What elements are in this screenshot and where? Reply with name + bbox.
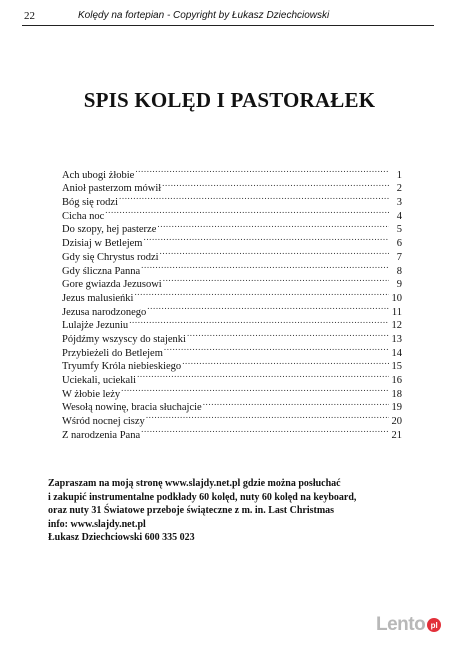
watermark-logo (376, 613, 441, 637)
toc-leader (137, 369, 389, 383)
toc-page-number: 14 (391, 347, 402, 359)
toc-page-number: 1 (396, 169, 402, 181)
page-header (0, 0, 459, 30)
toc-leader (121, 383, 389, 397)
toc-label: Jezus malusieńki (62, 292, 134, 304)
toc-leader (135, 164, 389, 178)
toc-page-number: 16 (391, 375, 402, 386)
header-divider (22, 25, 434, 26)
footer-line-2: i zakupić instrumentalne podkłady 60 kolęd, nuty 60 kolęd na keyboard, (48, 491, 357, 503)
toc-label: Do szopy, hej pasterze (62, 224, 157, 236)
toc-label: Ach ubogi żłobie (62, 169, 135, 181)
running-head: Kolędy na fortepian - Copyright by Łukasz Dziechciowski (78, 10, 330, 21)
toc-leader (182, 356, 389, 370)
toc-label: Gdy się Chrystus rodzi (62, 251, 159, 263)
toc-page-number: 4 (396, 210, 402, 222)
toc-leader (141, 424, 389, 438)
toc-leader (129, 315, 389, 329)
toc-label: Jezusa narodzonego (62, 306, 147, 318)
toc-label: Wśród nocnej ciszy (62, 416, 145, 428)
toc-label: Cicha noc (62, 210, 105, 222)
toc-row (62, 219, 402, 236)
toc-label: Uciekali, uciekali (62, 375, 137, 386)
toc-label: W żłobie leży (62, 388, 121, 400)
toc-leader (119, 191, 389, 205)
footer-note (48, 477, 418, 545)
toc-label: Przybieżeli do Betlejem (62, 347, 163, 359)
toc-label: Anioł pasterzom mówił (62, 183, 162, 195)
footer-line-1: Zapraszam na moją stronę www.slajdy.net.pl gdzie można posłuchać (48, 478, 341, 489)
watermark-badge: pl (427, 618, 441, 632)
toc-leader (164, 342, 389, 356)
toc-page-number: 20 (391, 416, 402, 428)
toc-page-number: 11 (391, 306, 402, 318)
toc-label: Dzisiaj w Betlejem (62, 238, 143, 250)
toc-page-number: 13 (391, 333, 402, 345)
toc-leader (163, 274, 389, 288)
toc-leader (187, 328, 389, 342)
toc-label: Z narodzenia Pana (62, 429, 141, 441)
toc-leader (147, 301, 389, 315)
toc-page-number: 2 (396, 183, 402, 195)
toc-page-number: 8 (396, 265, 402, 277)
watermark-text: Lento (376, 614, 426, 635)
toc-label: Gore gwiazda Jezusowi (62, 279, 162, 291)
toc-label: Bóg się rodzi (62, 197, 118, 209)
toc-row (62, 205, 402, 222)
toc-page-number: 3 (396, 197, 402, 209)
toc-leader (143, 232, 389, 246)
toc-page-number: 10 (391, 292, 402, 304)
footer-line-5: Łukasz Dziechciowski 600 335 023 (48, 532, 195, 544)
toc-page-number: 7 (396, 251, 402, 263)
table-of-contents (62, 164, 402, 441)
page-number: 22 (24, 10, 35, 22)
toc-page-number: 21 (391, 429, 402, 441)
toc-leader (141, 260, 389, 274)
toc-page-number: 5 (396, 224, 402, 236)
toc-label: Pójdźmy wszyscy do stajenki (62, 333, 186, 345)
toc-leader (134, 287, 389, 301)
toc-page-number: 6 (396, 238, 402, 250)
toc-label: Gdy śliczna Panna (62, 265, 141, 277)
page-title: SPIS KOLĘD I PASTORAŁEK (83, 88, 376, 112)
toc-page-number: 15 (391, 361, 402, 373)
footer-line-3: oraz nuty 31 Światowe przeboje świąteczne z m. in. Last Christmas (48, 505, 335, 517)
toc-leader (157, 219, 389, 233)
toc-label: Tryumfy Króla niebieskiego (62, 361, 182, 373)
toc-page-number: 9 (396, 279, 402, 291)
toc-page-number: 19 (391, 402, 402, 414)
toc-page-number: 12 (391, 320, 402, 332)
toc-leader (160, 246, 389, 260)
toc-page-number: 18 (391, 388, 402, 400)
footer-line-4: info: www.slajdy.net.pl (48, 518, 146, 530)
toc-leader (203, 397, 389, 411)
toc-leader (162, 178, 389, 192)
toc-row (62, 164, 402, 181)
toc-label: Wesołą nowinę, bracia słuchajcie (62, 402, 202, 414)
toc-label: Lulajże Jezuniu (62, 320, 129, 332)
toc-leader (146, 410, 389, 424)
toc-leader (105, 205, 389, 219)
